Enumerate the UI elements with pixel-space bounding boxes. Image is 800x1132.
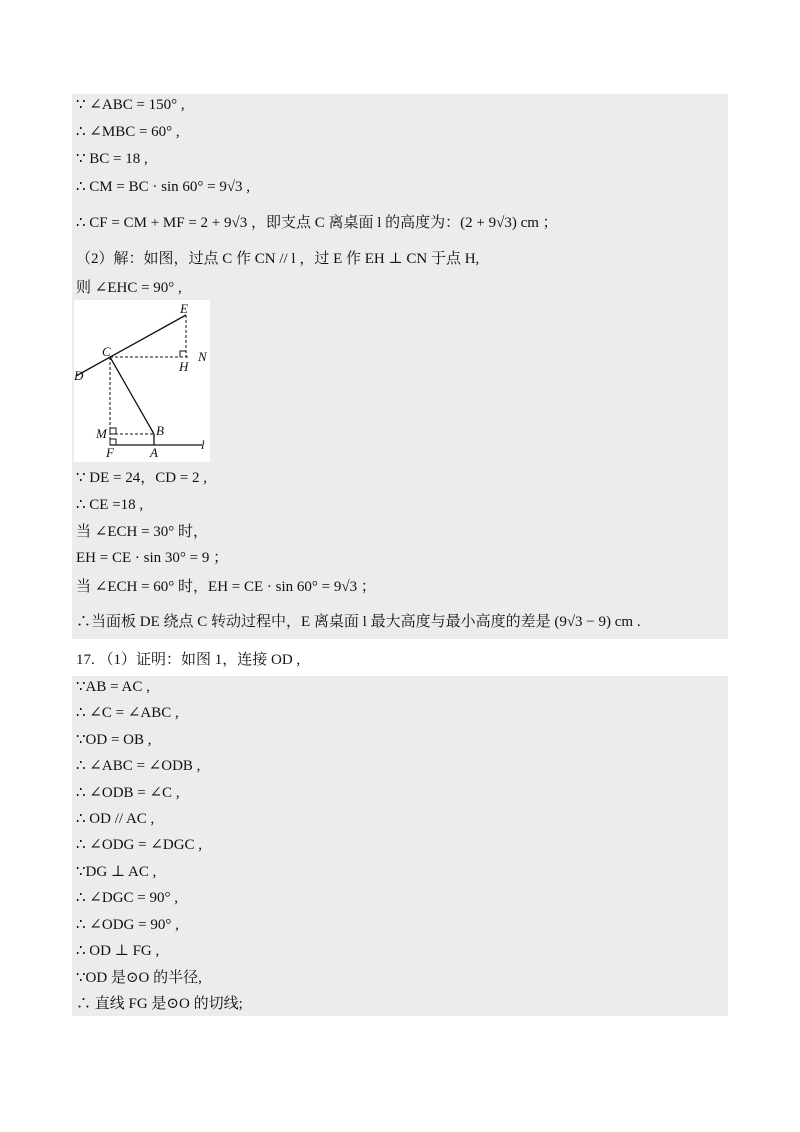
text-line: ∴ ∠ODG = ∠DGC , (76, 837, 203, 853)
text-line: ∵OD 是⊙O 的半径, (76, 970, 202, 986)
text-line: 当 ∠ECH = 60° 时，EH = CE · sin 60° = 9√3 ； (76, 579, 376, 595)
text-line: ∴ ∠MBC = 60° , (76, 124, 180, 140)
question-17-header: 17. （1）证明：如图 1，连接 OD , (76, 652, 301, 668)
text-line: ∴ 直线 FG 是⊙O 的切线; (76, 996, 243, 1012)
label-D: D (74, 368, 84, 383)
text-line: ∵ ∠ABC = 150° , (76, 97, 185, 113)
text-line: ∵DG ⊥ AC , (76, 864, 157, 880)
text-line: ∴ ∠ABC = ∠ODB , (76, 758, 201, 774)
right-angle-H (180, 351, 186, 357)
label-N: N (198, 349, 207, 364)
text-line: ∴ ∠ODG = 90° , (76, 917, 179, 933)
label-C: C (102, 344, 111, 359)
geometry-figure (74, 300, 210, 462)
text-line: 当 ∠ECH = 30° 时， (76, 524, 209, 540)
text-line: ∴ OD // AC , (76, 811, 155, 827)
text-line: ∴ ∠DGC = 90° , (76, 890, 178, 906)
text-line: ∵ DE = 24，CD = 2 , (76, 470, 208, 486)
label-A: A (150, 445, 158, 460)
segment-BC (110, 357, 154, 434)
label-E: E (180, 301, 188, 316)
text-line: （2）解：如图，过点 C 作 CN // l ，过 E 作 EH ⊥ CN 于点 H, (76, 251, 480, 267)
label-B: B (156, 423, 164, 438)
text-line: ∵ BC = 18 , (76, 151, 148, 167)
text-line: ∴当面板 DE 绕点 C 转动过程中，E 离桌面 l 最大高度与最小高度的差是 (9√3 − 9) cm . (76, 614, 641, 630)
label-M: M (96, 426, 107, 441)
text-line: ∵AB = AC , (76, 679, 150, 695)
text-line: ∴ ∠C = ∠ABC , (76, 705, 179, 721)
text-line: ∵OD = OB , (76, 732, 152, 748)
figure-svg (74, 300, 210, 462)
text-line: ∴ ∠ODB = ∠C , (76, 785, 180, 801)
label-F: F (106, 445, 114, 460)
text-line: ∴ CF = CM + MF = 2 + 9√3 ，即支点 C 离桌面 l 的高度为：(2 + 9√3) cm ； (76, 215, 558, 231)
label-l: l (201, 437, 205, 452)
text-line: EH = CE · sin 30° = 9 ； (76, 550, 229, 566)
text-line: ∴ OD ⊥ FG , (76, 943, 160, 959)
label-H: H (179, 359, 189, 374)
text-line: ∴ CE =18 , (76, 497, 144, 513)
text-line: 则 ∠EHC = 90° , (76, 280, 182, 296)
segment-DE (76, 315, 186, 376)
text-line: ∴ CM = BC · sin 60° = 9√3 , (76, 179, 251, 195)
right-angle-M (110, 428, 116, 434)
